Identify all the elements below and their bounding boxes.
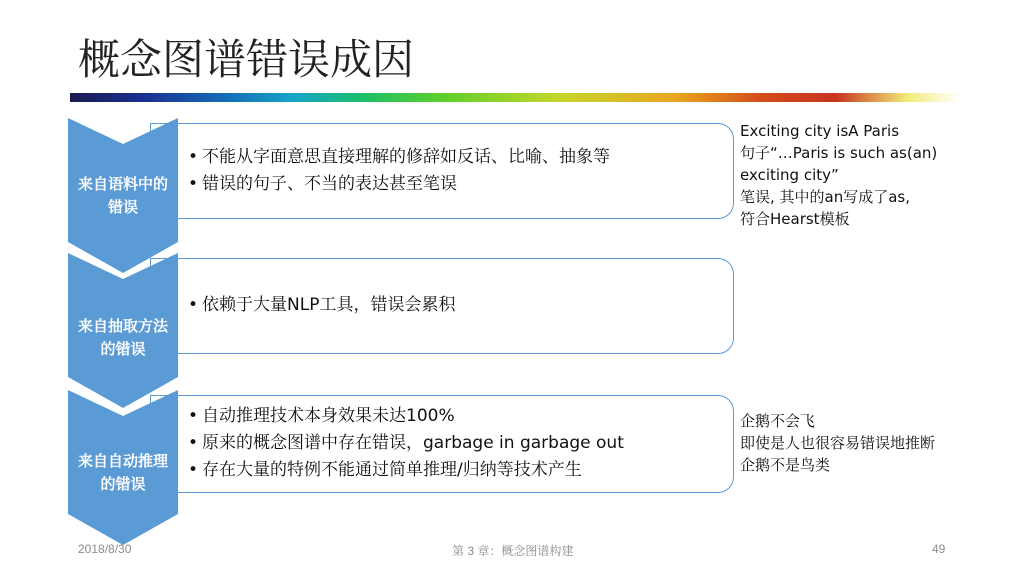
note-line: 句子“…Paris is such as(an) <box>740 144 938 162</box>
chevron-1 <box>68 118 178 273</box>
bullet-item <box>188 144 610 171</box>
bullet-text: 原来的概念图谱中存在错误，garbage in garbage out <box>202 433 624 453</box>
bullet-dot: • <box>188 295 199 315</box>
note-line: exciting city” <box>740 166 839 184</box>
footer-chapter: 第 3 章：概念图谱构建 <box>452 544 574 558</box>
bullet-item <box>188 403 624 430</box>
footer-page-number: 49 <box>932 542 946 556</box>
row-bullets-1 <box>188 144 610 198</box>
bullet-dot: • <box>188 460 199 480</box>
rainbow-divider <box>70 93 960 102</box>
note-line: Exciting city isA Paris <box>740 122 900 140</box>
bullet-text: 自动推理技术本身效果未达100% <box>202 406 455 426</box>
chevron-label-line1: 来自语料中的 <box>77 175 168 193</box>
row-bullets-3 <box>188 403 624 484</box>
bullet-text: 错误的句子、不当的表达甚至笔误 <box>202 174 457 194</box>
chevron-label-line1: 来自自动推理 <box>77 452 168 470</box>
note-line: 笔误, 其中的an写成了as, <box>740 188 911 206</box>
footer-date: 2018/8/30 <box>78 542 132 556</box>
bullet-dot: • <box>188 406 199 426</box>
bullet-item <box>188 171 610 198</box>
note-line: 企鹅不会飞 <box>740 412 816 430</box>
bullet-text: 不能从字面意思直接理解的修辞如反话、比喻、抽象等 <box>202 147 610 167</box>
bullet-item <box>188 457 624 484</box>
bullet-item <box>188 430 624 457</box>
chevron-label-line2: 的错误 <box>100 475 146 493</box>
chevron-label-2 <box>68 315 178 361</box>
chevron-label-1 <box>68 173 178 219</box>
chevron-3 <box>68 390 178 545</box>
chevron-label-line2: 的错误 <box>100 340 146 358</box>
note-line: 符合Hearst模板 <box>740 210 850 228</box>
bullet-text: 依赖于大量NLP工具，错误会累积 <box>202 295 456 315</box>
slide-title: 概念图谱错误成因 <box>78 35 415 84</box>
bullet-text: 存在大量的特例不能通过简单推理/归纳等技术产生 <box>202 460 582 480</box>
bullet-item <box>188 292 455 319</box>
chevron-2 <box>68 253 178 408</box>
chevron-label-line2: 错误 <box>107 198 138 216</box>
bullet-dot: • <box>188 147 199 167</box>
row-bullets-2 <box>188 292 455 319</box>
note-line: 即使是人也很容易错误地推断 <box>740 434 936 452</box>
note-top <box>740 120 937 230</box>
bullet-dot: • <box>188 174 199 194</box>
chevron-label-3 <box>68 450 178 496</box>
bullet-dot: • <box>188 433 199 453</box>
chevron-label-line1: 来自抽取方法 <box>77 317 168 335</box>
note-bottom <box>740 410 935 476</box>
note-line: 企鹅不是鸟类 <box>740 456 831 474</box>
